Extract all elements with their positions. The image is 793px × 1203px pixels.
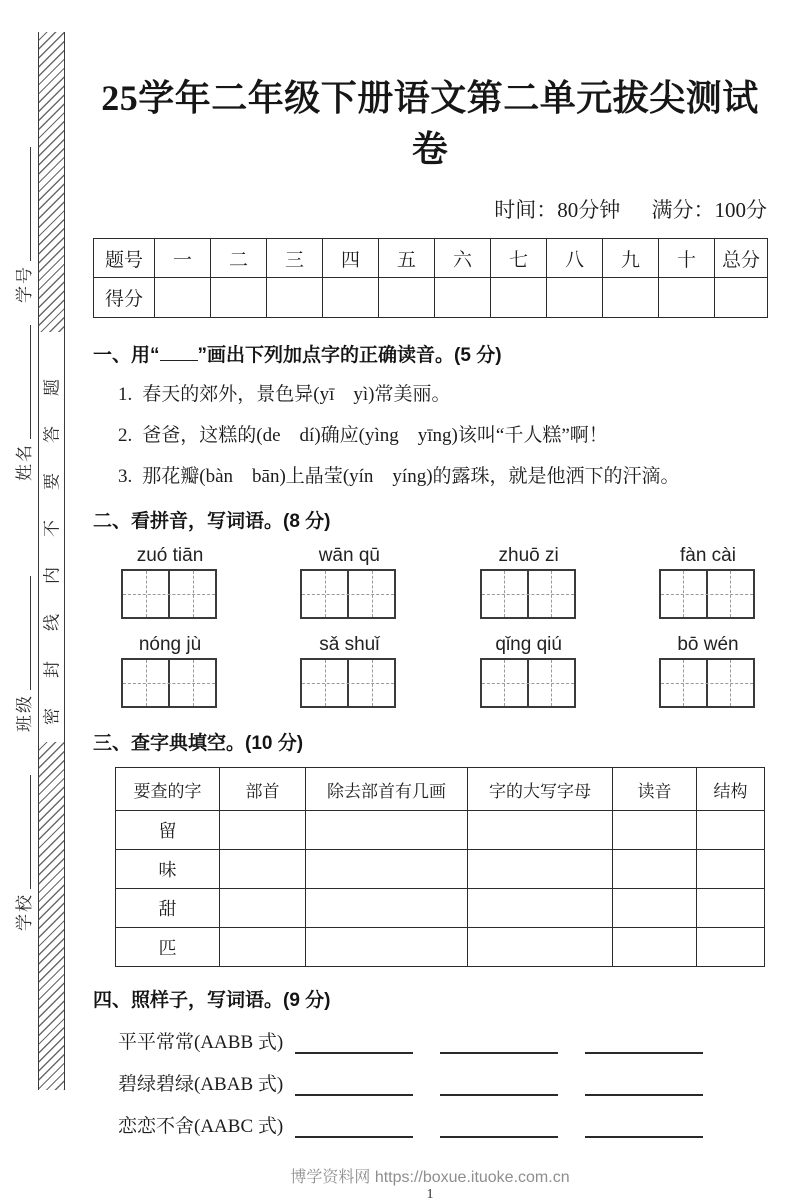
empty-cell <box>306 928 468 967</box>
empty-cell <box>697 889 765 928</box>
student-id-blank-line <box>30 147 31 261</box>
score-col-10: 十 <box>659 239 715 278</box>
score-table <box>93 238 768 318</box>
pinyin-group-wanqu <box>300 545 398 619</box>
score-col-7: 七 <box>491 239 547 278</box>
writing-grid <box>480 658 576 708</box>
dict-header-capital-letter: 字的大写字母 <box>468 768 613 811</box>
grid-cell <box>349 571 394 617</box>
sentence-segment: 爸爸，这糕 <box>142 425 238 446</box>
empty-cell <box>220 889 306 928</box>
section-4-heading: 四、照样子，写词语。(9 分) <box>93 990 331 1011</box>
pinyin-group-fancai <box>659 545 757 619</box>
pinyin-group-sashui <box>300 634 398 708</box>
full-score: 满分：100分 <box>651 198 767 222</box>
lookup-character: 匹 <box>116 928 220 967</box>
question-1-2 <box>118 422 767 449</box>
lookup-character: 味 <box>116 850 220 889</box>
score-cell <box>491 278 547 318</box>
pinyin-label: sǎ shuǐ <box>319 634 380 655</box>
page-number: 1 <box>426 1187 434 1202</box>
grid-cell <box>123 660 170 706</box>
score-col-total: 总分 <box>715 239 768 278</box>
pinyin-label: bō wén <box>677 634 739 655</box>
score-cell <box>379 278 435 318</box>
score-col-6: 六 <box>435 239 491 278</box>
empty-cell <box>697 811 765 850</box>
empty-cell <box>468 850 613 889</box>
empty-cell <box>613 928 697 967</box>
grid-cell <box>170 660 215 706</box>
section-3-heading: 三、查字典填空。(10 分) <box>93 733 304 754</box>
empty-cell <box>697 928 765 967</box>
dict-header-strokes: 除去部首有几画 <box>306 768 468 811</box>
student-name-blank-line <box>30 325 31 439</box>
grid-cell <box>170 571 215 617</box>
dictionary-row-pi <box>116 928 765 967</box>
dict-header-character: 要查的字 <box>116 768 220 811</box>
writing-grid <box>121 658 217 708</box>
answer-blank <box>440 1034 558 1054</box>
score-table-score-row <box>94 278 768 318</box>
dotted-character: 瓣 • <box>180 466 199 487</box>
answer-blank <box>440 1076 558 1096</box>
section-2-heading: 二、看拼音，写词语。(8 分) <box>93 511 331 532</box>
score-cell <box>435 278 491 318</box>
empty-cell <box>613 850 697 889</box>
grid-cell <box>482 660 529 706</box>
seal-text-zone <box>39 332 64 742</box>
question-1-3 <box>118 463 767 490</box>
grid-cell <box>708 571 753 617</box>
writing-grid <box>659 658 755 708</box>
grid-cell <box>302 571 349 617</box>
answer-blank <box>295 1118 413 1138</box>
score-cell <box>659 278 715 318</box>
empty-cell <box>468 928 613 967</box>
section-1-heading-pre: 一、用“ <box>93 345 160 366</box>
pinyin-group-bowen <box>659 634 757 708</box>
student-id-field <box>11 145 35 303</box>
sentence-segment: (yìng yīng)该叫“千人糕”啊！ <box>358 425 608 446</box>
question-number: 1. <box>118 384 133 405</box>
score-cell <box>547 278 603 318</box>
dictionary-row-tian <box>116 889 765 928</box>
sentence-segment: (yín yíng)的露珠，就是他洒下的汗滴。 <box>342 466 680 487</box>
dotted-character: 的 • <box>237 425 256 446</box>
empty-cell <box>468 811 613 850</box>
writing-grid <box>300 658 396 708</box>
empty-cell <box>697 850 765 889</box>
score-col-1: 一 <box>155 239 211 278</box>
pinyin-label: zuó tiān <box>136 545 204 566</box>
writing-grid <box>300 569 396 619</box>
dictionary-row-wei <box>116 850 765 889</box>
pinyin-group-zuotian <box>121 545 219 619</box>
answer-blank <box>295 1076 413 1096</box>
sentence-segment: 那花 <box>142 466 181 487</box>
question-1-1 <box>118 381 767 408</box>
school-label: 学校 <box>15 893 34 931</box>
section-1-heading <box>93 340 767 367</box>
score-col-8: 八 <box>547 239 603 278</box>
score-col-5: 五 <box>379 239 435 278</box>
empty-cell <box>306 811 468 850</box>
answer-blank <box>585 1118 703 1138</box>
score-cell <box>715 278 768 318</box>
grid-cell <box>708 660 753 706</box>
pattern-example-label: 恋恋不舍(AABC 式) <box>118 1116 284 1137</box>
empty-cell <box>306 850 468 889</box>
score-col-4: 四 <box>323 239 379 278</box>
pattern-example-label: 碧绿碧绿(ABAB 式) <box>118 1074 284 1095</box>
answer-blank <box>585 1034 703 1054</box>
dotted-character: 应 • <box>340 425 359 446</box>
grid-cell <box>661 660 708 706</box>
blank-line <box>160 346 198 361</box>
empty-cell <box>220 928 306 967</box>
dotted-character: 莹 • <box>324 466 343 487</box>
score-col-header: 题号 <box>94 239 155 278</box>
section-1-heading-post: ”画出下列加点字的正确读音。(5 分) <box>197 345 502 366</box>
pinyin-group-qingqiu <box>480 634 578 708</box>
dictionary-table-header-row <box>116 768 765 811</box>
score-cell <box>211 278 267 318</box>
grid-cell <box>302 660 349 706</box>
lookup-character: 甜 <box>116 889 220 928</box>
seal-hatch-top <box>39 32 64 332</box>
dict-header-pronunciation: 读音 <box>613 768 697 811</box>
sentence-segment: (de dí)确 <box>256 425 340 446</box>
pinyin-group-nongju <box>121 634 219 708</box>
answer-blank <box>295 1034 413 1054</box>
pinyin-label: zhuō zi <box>498 545 559 566</box>
pinyin-row-2 <box>121 634 757 708</box>
empty-cell <box>306 889 468 928</box>
school-field <box>11 773 35 931</box>
pinyin-label: fàn cài <box>679 545 736 566</box>
sentence-segment: 春天的郊外，景色 <box>142 384 295 405</box>
time-limit: 时间：80分钟 <box>494 198 621 222</box>
empty-cell <box>468 889 613 928</box>
class-field <box>11 574 35 732</box>
empty-cell <box>613 811 697 850</box>
seal-warning-text: 密封线内不要答题 <box>42 349 61 725</box>
grid-cell <box>661 571 708 617</box>
exam-meta <box>93 194 767 224</box>
score-col-3: 三 <box>267 239 323 278</box>
empty-cell <box>220 850 306 889</box>
pinyin-label: wān qū <box>318 545 380 566</box>
class-label: 班级 <box>15 694 34 732</box>
empty-cell <box>613 889 697 928</box>
sentence-segment: (yī yì)常美丽。 <box>313 384 451 405</box>
score-cell <box>603 278 659 318</box>
score-cell <box>323 278 379 318</box>
footer-site-link: 博学资料网 https://boxue.ituoke.com.cn <box>290 1169 570 1186</box>
student-id-label: 学号 <box>15 265 34 303</box>
dict-header-radical: 部首 <box>220 768 306 811</box>
school-blank-line <box>30 775 31 889</box>
answer-blank <box>585 1076 703 1096</box>
score-row-header: 得分 <box>94 278 155 318</box>
pinyin-label: nóng jù <box>138 634 202 655</box>
answer-blank <box>440 1118 558 1138</box>
sentence-segment: (bàn bān)上晶 <box>199 466 324 487</box>
question-number: 3. <box>118 466 133 487</box>
question-number: 2. <box>118 425 133 446</box>
lookup-character: 留 <box>116 811 220 850</box>
grid-cell <box>529 660 574 706</box>
grid-cell <box>482 571 529 617</box>
student-name-field <box>11 323 35 481</box>
dictionary-table <box>115 767 765 967</box>
word-pattern-row-aabb <box>118 1028 767 1054</box>
score-cell <box>155 278 211 318</box>
student-name-label: 姓名 <box>15 443 34 481</box>
main-content <box>80 0 793 1203</box>
class-blank-line <box>30 576 31 690</box>
pinyin-group-zhuozi <box>480 545 578 619</box>
score-cell <box>267 278 323 318</box>
word-pattern-row-abab <box>118 1070 767 1096</box>
word-pattern-row-aabc <box>118 1112 767 1138</box>
pattern-example-label: 平平常常(AABB 式) <box>118 1032 284 1053</box>
pinyin-row-1 <box>121 545 757 619</box>
dotted-character: 异 • <box>294 384 313 405</box>
grid-cell <box>529 571 574 617</box>
empty-cell <box>220 811 306 850</box>
seal-line-strip <box>38 32 65 1090</box>
writing-grid <box>121 569 217 619</box>
page-title: 25学年二年级下册语文第二单元拔尖测试卷 <box>101 78 759 169</box>
grid-cell <box>123 571 170 617</box>
seal-hatch-bottom <box>39 742 64 1090</box>
score-col-9: 九 <box>603 239 659 278</box>
grid-cell <box>349 660 394 706</box>
writing-grid <box>480 569 576 619</box>
score-table-header-row <box>94 239 768 278</box>
dictionary-row-liu <box>116 811 765 850</box>
score-col-2: 二 <box>211 239 267 278</box>
pinyin-label: qǐng qiú <box>495 634 562 655</box>
dict-header-structure: 结构 <box>697 768 765 811</box>
writing-grid <box>659 569 755 619</box>
